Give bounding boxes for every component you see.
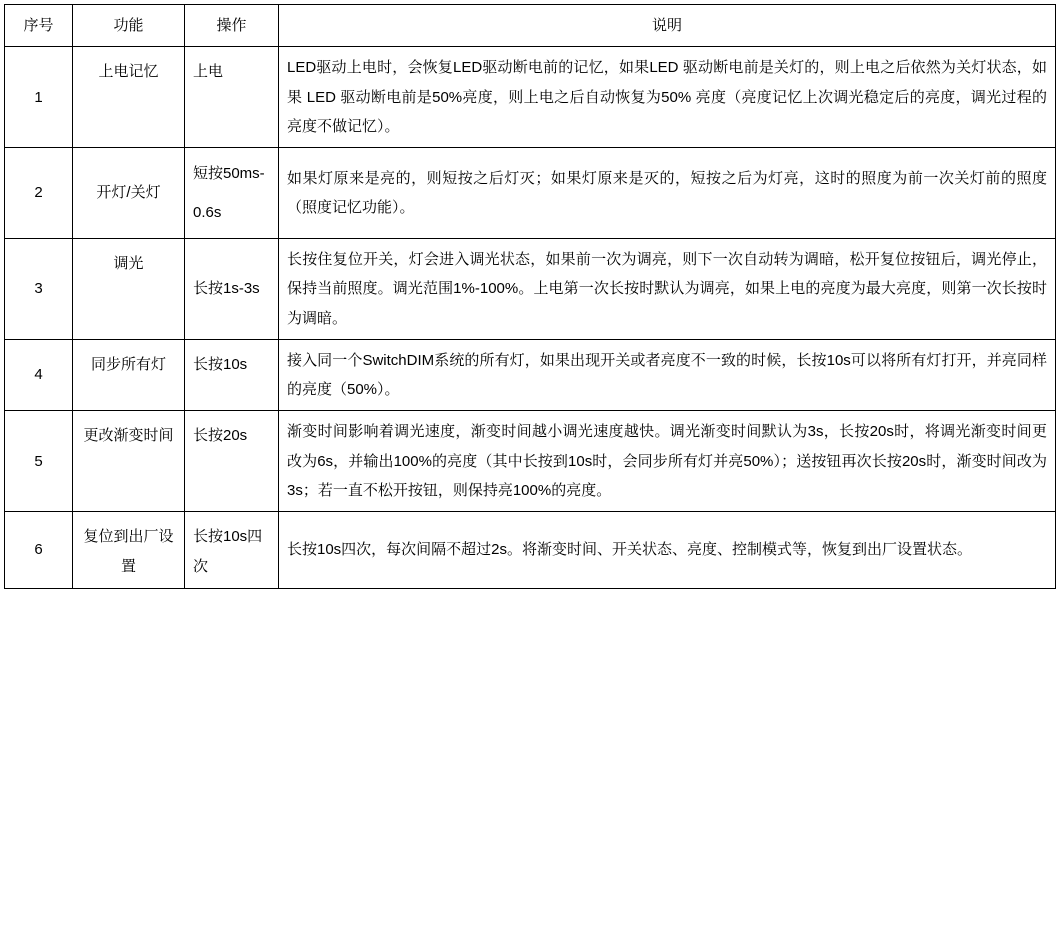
cell-no: 2 [5,148,73,239]
cell-function: 调光 [73,239,185,340]
cell-description: 长按10s四次，每次间隔不超过2s。将渐变时间、开关状态、亮度、控制模式等，恢复到出厂设置状态。 [279,512,1056,589]
cell-no: 6 [5,512,73,589]
cell-function: 上电记忆 [73,47,185,148]
cell-no: 3 [5,239,73,340]
cell-function: 开灯/关灯 [73,148,185,239]
cell-function: 复位到出厂设置 [73,512,185,589]
cell-description: 渐变时间影响着调光速度，渐变时间越小调光速度越快。调光渐变时间默认为3s，长按20s时，将调光渐变时间更改为6s，并输出100%的亮度（其中长按到10s时，会同步所有灯并亮50%）；送按钮再次长按20s时，渐变时间改为3s；若一直不松开按钮，则保持亮100%的亮度。 [279,411,1056,512]
table-row [5,148,1056,239]
table-header-row [5,5,1056,47]
table-row [5,239,1056,340]
header-cell-description: 说明 [279,5,1056,47]
table-row [5,411,1056,512]
header-cell-no: 序号 [5,5,73,47]
table-row [5,512,1056,589]
cell-operation: 上电 [185,47,279,148]
cell-no: 1 [5,47,73,148]
cell-no: 4 [5,339,73,411]
cell-description: 长按住复位开关，灯会进入调光状态，如果前一次为调亮，则下一次自动转为调暗，松开复位按钮后，调光停止，保持当前照度。调光范围1%-100%。上电第一次长按时默认为调亮，如果上电的亮度为最大亮度，则第一次长按时为调暗。 [279,239,1056,340]
table-row [5,339,1056,411]
function-operation-table [4,4,1056,589]
cell-description: 接入同一个SwitchDIM系统的所有灯，如果出现开关或者亮度不一致的时候，长按10s可以将所有灯打开，并亮同样的亮度（50%）。 [279,339,1056,411]
cell-no: 5 [5,411,73,512]
cell-description: LED驱动上电时，会恢复LED驱动断电前的记忆，如果LED 驱动断电前是关灯的，则上电之后依然为关灯状态，如果 LED 驱动断电前是50%亮度，则上电之后自动恢复为50% 亮度（亮度记忆上次调光稳定后的亮度，调光过程的亮度不做记忆）。 [279,47,1056,148]
cell-operation: 长按20s [185,411,279,512]
cell-operation: 长按10s四次 [185,512,279,589]
cell-function: 同步所有灯 [73,339,185,411]
cell-operation: 长按10s [185,339,279,411]
cell-operation: 长按1s-3s [185,239,279,340]
document-body [4,4,1055,589]
cell-function: 更改渐变时间 [73,411,185,512]
cell-description: 如果灯原来是亮的，则短按之后灯灭；如果灯原来是灭的，短按之后为灯亮，这时的照度为前一次关灯前的照度（照度记忆功能）。 [279,148,1056,239]
header-cell-function: 功能 [73,5,185,47]
cell-operation: 短按50ms-0.6s [185,148,279,239]
header-cell-operation: 操作 [185,5,279,47]
table-row [5,47,1056,148]
